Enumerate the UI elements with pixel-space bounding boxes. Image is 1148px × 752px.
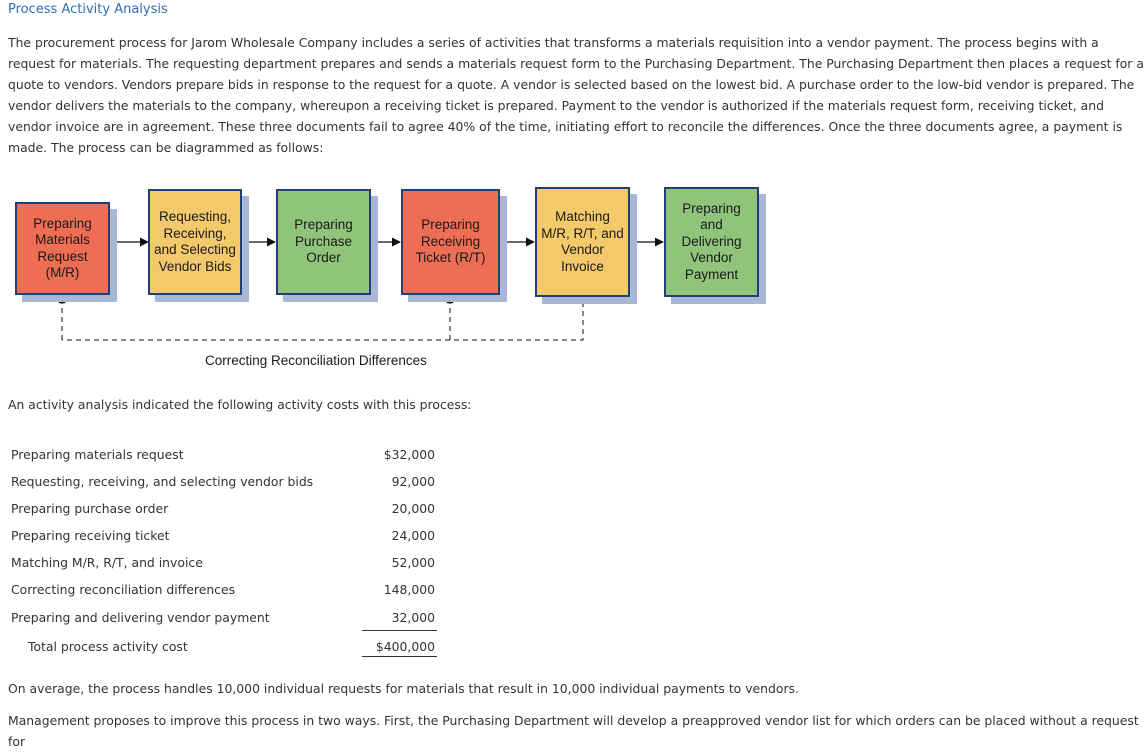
activity-label: Preparing purchase order [11,501,169,516]
activity-label: Correcting reconciliation differences [11,582,236,597]
process-diagram [0,180,780,380]
page-title: Process Activity Analysis [8,2,168,17]
activity-label: Matching M/R, R/T, and invoice [11,555,203,570]
total-label: Total process activity cost [28,639,188,654]
activity-amount: 24,000 [391,528,435,543]
management-paragraph: Management proposes to improve this process in two ways. First, the Purchasing Department will develop a preapproved vendor list for which orders can be placed without a request for [8,713,1139,749]
activity-amount: $32,000 [383,447,435,462]
activity-amount: 148,000 [383,582,435,597]
box-receiving-ticket [401,189,500,295]
total-amount: $400,000 [375,639,435,654]
diagram-connectors [0,180,780,380]
activity-amount: 20,000 [391,501,435,516]
subtotal-rule [362,630,437,631]
activity-label: Preparing receiving ticket [11,528,170,543]
average-paragraph: On average, the process handles 10,000 individual requests for materials that result in 10,000 individual payments to vendors. [8,681,799,696]
reconciliation-loop [62,302,583,340]
box-label: Matching M/R, R/T, and Vendor Invoice [535,187,630,297]
box-label: Requesting, Receiving, and Selecting Vendor Bids [148,189,242,295]
activity-amount: 92,000 [391,474,435,489]
box-label: Preparing Receiving Ticket (R/T) [401,189,500,295]
box-label: Preparing and Delivering Vendor Payment [664,187,759,297]
activity-amount: 52,000 [391,555,435,570]
activity-amount: 32,000 [391,610,435,625]
analysis-paragraph: An activity analysis indicated the following activity costs with this process: [8,397,472,412]
intro-paragraph: The procurement process for Jarom Wholesale Company includes a series of activities that transforms a materials requisition into a vendor payment. The process begins with a request for materials. The requesting department prepares and sends a materials request form to the Purchasing Department. The Purchasing Department then places a request for a quote to vendors. Vendors prepare bids in response to the request for a quote. A vendor is selected based on the lowest bid. A purchase order to the low-bid vendor is prepared. The vendor delivers the materials to the company, whereupon a receiving ticket is prepared. Payment to the vendor is authorized if the materials request form, receiving ticket, and vendor invoice are in agreement. These three documents fail to agree 40% of the time, initiating effort to reconcile the differences. Once the three documents agree, a payment is made. The process can be diagrammed as follows: [8,35,1144,155]
box-matching [535,187,630,297]
total-rule [362,656,437,657]
box-materials-request [15,202,110,295]
box-vendor-payment [664,187,759,297]
reconciliation-label: Correcting Reconciliation Differences [205,353,427,368]
box-purchase-order [276,189,371,295]
activity-label: Preparing and delivering vendor payment [11,610,270,625]
box-vendor-bids [148,189,242,295]
activity-label: Requesting, receiving, and selecting vendor bids [11,474,314,489]
box-label: Preparing Materials Request (M/R) [15,202,110,295]
box-label: Preparing Purchase Order [276,189,371,295]
activity-label: Preparing materials request [11,447,184,462]
